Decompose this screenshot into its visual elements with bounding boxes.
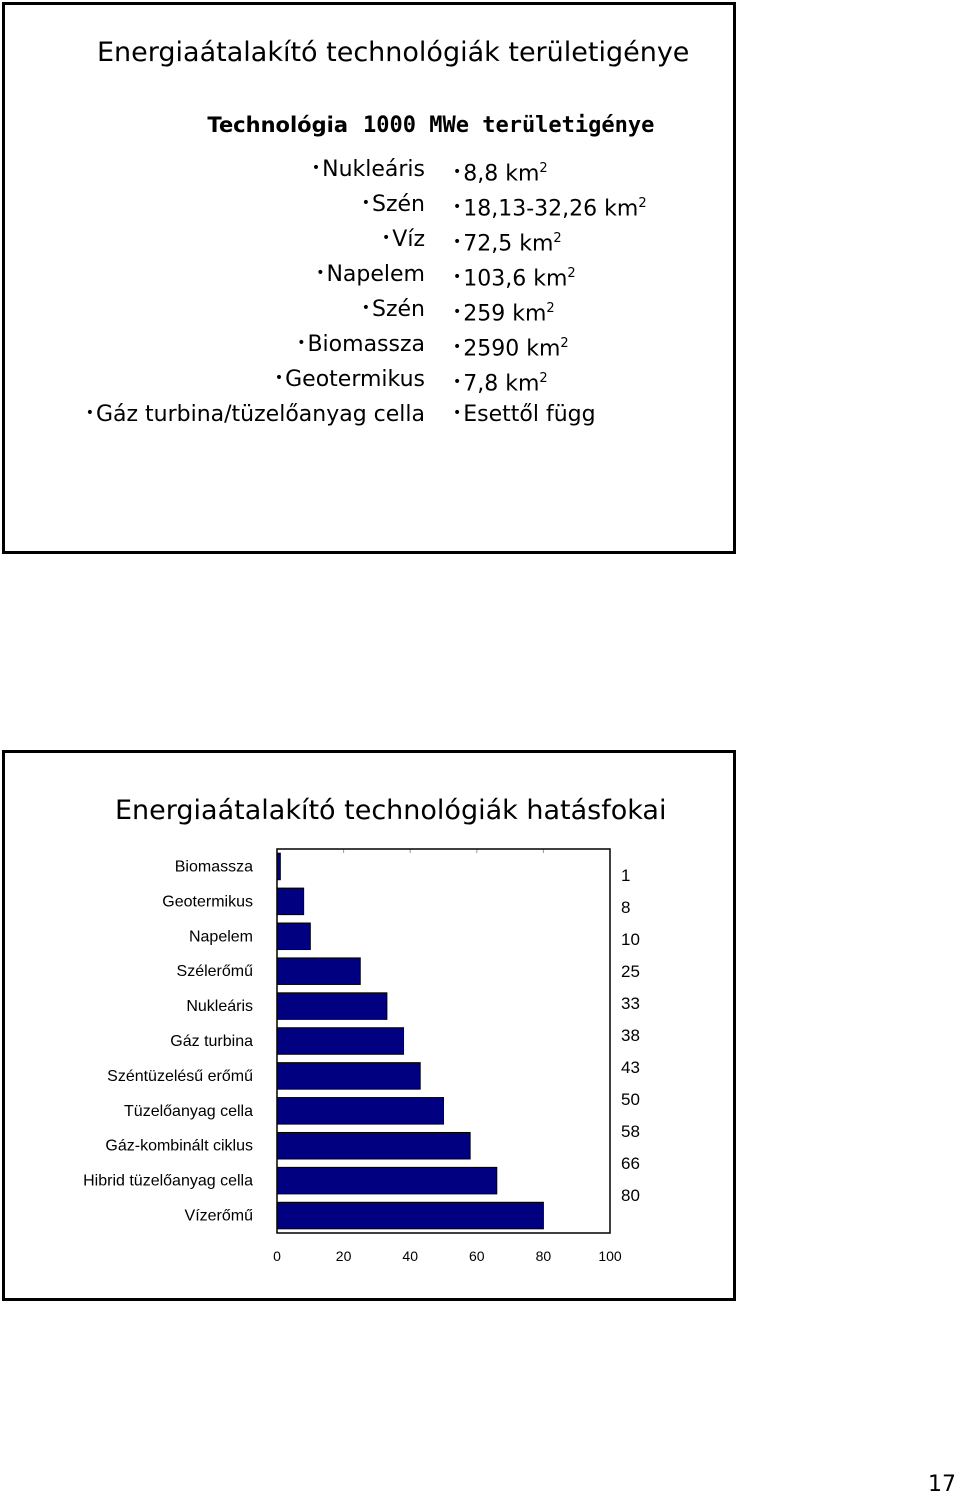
- technology-label: Gáz turbina/tüzelőanyag cella: [95, 402, 425, 427]
- unit-exponent: 2: [539, 371, 548, 386]
- technology-cell: [86, 396, 425, 432]
- technology-cell: [382, 221, 425, 257]
- area-value: 72,5 km: [463, 231, 554, 257]
- bullet-icon: •: [316, 265, 325, 281]
- technology-label: Víz: [392, 227, 425, 252]
- bullet-icon: •: [453, 164, 462, 181]
- table-row: [5, 221, 733, 256]
- x-tick-label: 80: [535, 1248, 552, 1264]
- data-label: 43: [621, 1058, 640, 1077]
- bar: [277, 1028, 404, 1055]
- category-label: Széntüzelésű erőmű: [107, 1067, 253, 1085]
- data-label: 66: [621, 1154, 640, 1173]
- bullet-icon: •: [297, 335, 306, 351]
- x-tick-label: 100: [598, 1248, 622, 1264]
- efficiency-bar-chart: [5, 753, 733, 1298]
- area-value: 8,8 km: [463, 161, 540, 187]
- unit-exponent: 2: [539, 161, 548, 176]
- table-row: [5, 396, 733, 431]
- table-row: [5, 186, 733, 221]
- x-tick-label: 20: [335, 1248, 352, 1264]
- technology-cell: [275, 361, 425, 397]
- data-label: 80: [621, 1186, 640, 1205]
- data-label: 25: [621, 962, 640, 981]
- area-value: 259 km: [463, 301, 547, 327]
- technology-label: Nukleáris: [322, 157, 425, 182]
- category-label: Gáz turbina: [170, 1033, 253, 1050]
- bullet-icon: •: [311, 160, 321, 176]
- table-row: [5, 326, 733, 361]
- table-row: [5, 256, 733, 291]
- unit-exponent: 2: [567, 266, 576, 281]
- category-label: Biomassza: [174, 858, 253, 876]
- technology-cell: [316, 256, 425, 292]
- data-label: 33: [621, 994, 640, 1013]
- technology-cell: [362, 291, 425, 327]
- category-label: Nukleáris: [186, 998, 253, 1016]
- unit-exponent: 2: [560, 336, 569, 351]
- bar: [277, 1098, 444, 1125]
- data-label: 50: [621, 1090, 640, 1109]
- bullet-icon: •: [453, 339, 462, 356]
- page-number: 17: [928, 1472, 956, 1497]
- bullet-icon: •: [453, 269, 462, 286]
- bullet-icon: •: [274, 370, 284, 386]
- data-label: 10: [621, 930, 640, 949]
- bar: [277, 853, 280, 880]
- x-tick-label: 60: [469, 1248, 485, 1264]
- technology-cell: [362, 186, 425, 222]
- data-label: 58: [621, 1122, 640, 1141]
- unit-exponent: 2: [638, 196, 647, 211]
- technology-label: Szén: [372, 192, 425, 217]
- technology-label: Szén: [372, 297, 425, 322]
- bullet-icon: •: [453, 374, 462, 391]
- slide-efficiency: [2, 750, 736, 1301]
- category-label: Gáz-kombinált ciklus: [105, 1137, 253, 1155]
- column-header-technology: Technológia: [207, 113, 348, 137]
- category-label: Szélerőmű: [176, 963, 253, 981]
- bullet-icon: •: [85, 405, 94, 421]
- bullet-icon: •: [361, 195, 370, 211]
- technology-label: Geotermikus: [285, 367, 425, 392]
- bar: [277, 958, 360, 985]
- slide-land-use: [2, 2, 736, 554]
- bar: [277, 1202, 543, 1229]
- bar: [277, 1132, 470, 1159]
- category-label: Hibrid tüzelőanyag cella: [83, 1172, 253, 1190]
- bullet-icon: •: [453, 234, 462, 251]
- area-value: 7,8 km: [463, 371, 540, 397]
- category-label: Vízerőmű: [184, 1207, 253, 1225]
- category-label: Tüzelőanyag cella: [124, 1102, 253, 1120]
- technology-label: Napelem: [326, 262, 425, 287]
- unit-exponent: 2: [546, 301, 555, 316]
- area-value: Esettől függ: [463, 402, 596, 427]
- bar: [277, 1167, 497, 1194]
- area-value: 103,6 km: [463, 266, 568, 292]
- x-tick-label: 40: [402, 1248, 418, 1264]
- table-row: [5, 291, 733, 326]
- slide-title: Energiaátalakító technológiák területigénye: [97, 37, 690, 68]
- technology-label: Biomassza: [307, 332, 425, 357]
- bullet-icon: •: [453, 304, 462, 321]
- area-value: 2590 km: [463, 336, 561, 362]
- x-tick-label: 0: [273, 1248, 281, 1264]
- bullet-icon: •: [453, 199, 462, 216]
- bar: [277, 888, 304, 915]
- bullet-icon: •: [361, 300, 370, 316]
- bar: [277, 993, 387, 1020]
- table-row: [5, 151, 733, 186]
- category-label: Geotermikus: [162, 893, 253, 911]
- category-label: Napelem: [188, 928, 253, 946]
- area-cell: [453, 396, 596, 432]
- slide-title: Energiaátalakító technológiák hatásfokai: [115, 795, 667, 826]
- bar: [277, 1063, 420, 1090]
- data-label: 38: [621, 1026, 640, 1045]
- area-value: 18,13-32,26 km: [463, 196, 639, 222]
- unit-exponent: 2: [553, 231, 562, 246]
- data-label: 8: [621, 898, 631, 917]
- technology-cell: [312, 151, 425, 187]
- column-header-area: 1000 MWe területigénye: [363, 113, 655, 138]
- bullet-icon: •: [382, 230, 391, 246]
- table-row: [5, 361, 733, 396]
- bar: [277, 923, 310, 950]
- bullet-icon: •: [453, 405, 462, 421]
- technology-cell: [297, 326, 425, 362]
- data-label: 1: [621, 866, 631, 885]
